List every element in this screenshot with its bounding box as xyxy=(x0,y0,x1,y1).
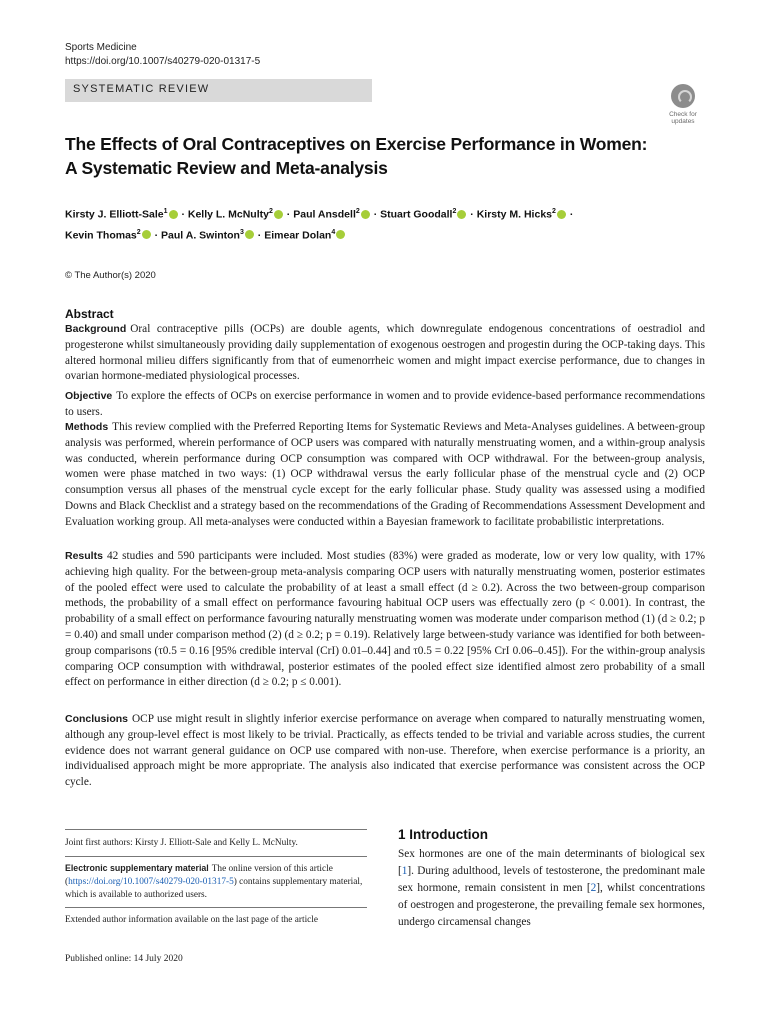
author-name[interactable]: Kelly L. McNulty xyxy=(187,208,269,221)
footnote-divider xyxy=(65,829,367,830)
orcid-icon[interactable] xyxy=(142,230,151,239)
orcid-icon[interactable] xyxy=(361,210,370,219)
article-title xyxy=(65,132,705,180)
footnote-divider xyxy=(65,907,367,908)
author-name[interactable]: Paul Ansdell xyxy=(293,208,356,221)
citation-link[interactable]: 2 xyxy=(590,882,597,894)
article-type-label: SYSTEMATIC REVIEW xyxy=(73,83,210,95)
check-for-updates-badge[interactable] xyxy=(660,84,706,125)
abstract-objective xyxy=(65,389,705,421)
affiliation-sup: 2 xyxy=(355,208,360,215)
orcid-icon[interactable] xyxy=(336,230,345,239)
orcid-icon[interactable] xyxy=(169,210,178,219)
esm-label: Electronic supplementary material xyxy=(65,863,209,873)
conclusions-text: OCP use might result in slightly inferior exercise performance on average when compared to naturally menstruating women, although any group-level effect is most likely to be trivial. Practically, as effects tended to be trivial and variable across studies, the current evidence does not warrant general guidance on OCP use compared with non-use. Therefore, when exercise performance is a priority, an individualised approach might be more appropriate. The analysis also indicated that exercise performance was consistent across the OCP cycle. xyxy=(65,713,705,789)
abstract-methods xyxy=(65,420,705,531)
abstract-heading: Abstract xyxy=(65,307,114,321)
footnote-divider xyxy=(65,856,367,857)
journal-name: Sports Medicine xyxy=(65,42,137,53)
introduction-text: Sex hormones are one of the main determinants of biological sex [1]. During adulthood, levels of testosterone, the predominant male sex hormone, remain consistent in men [2], whilst concentrations of oestrogen and progesterone, the prevailing female sex hormones, undergo circamensal changes xyxy=(398,848,705,928)
objective-label: Objective xyxy=(65,390,113,402)
methods-text: This review complied with the Preferred Reporting Items for Systematic Reviews and Meta-Analyses guidelines. A between-group analysis was performed, wherein performance of OCP users was compared with naturally menstruating women, and a within-group analysis was conducted, wherein performance during OCP consumption was compared with OCP withdrawal. For the between-group analysis, women were phase matched in two ways: (1) OCP withdrawal versus the early follicular phase of the menstrual cycle and (2) OCP consumption versus all phases of the menstrual cycle except for the early follicular phase. Study quality was assessed using a modified Downs and Black Checklist and a strategy based on the recommendations of the Grading of Recommendations Assessment Development and Evaluation working group. All meta-analyses were conducted within a Bayesian framework to facilitate probabilistic interpretations. xyxy=(65,421,706,528)
joint-first-authors-note: Joint first authors: Kirsty J. Elliott-Sale and Kelly L. McNulty. xyxy=(65,838,298,848)
affiliation-sup: 2 xyxy=(136,228,141,236)
orcid-icon[interactable] xyxy=(274,210,283,219)
results-label: Results xyxy=(65,550,103,562)
author-name[interactable]: Stuart Goodall xyxy=(380,208,453,221)
author-name[interactable]: Paul A. Swinton xyxy=(161,229,240,241)
methods-label: Methods xyxy=(65,421,109,433)
title-line-1: The Effects of Oral Contraceptives on Exercise Performance in Women: xyxy=(65,134,648,154)
extended-author-info-note: Extended author information available on the last page of the article xyxy=(65,915,318,925)
publication-date: Published online: 14 July 2020 xyxy=(65,954,183,964)
check-updates-text: Check for updates xyxy=(669,111,697,125)
author-name[interactable]: Kirsty M. Hicks xyxy=(476,208,552,221)
author-name[interactable]: Kevin Thomas xyxy=(65,229,137,241)
introduction-heading: 1 Introduction xyxy=(398,827,488,842)
affiliation-sup: 4 xyxy=(331,228,336,236)
orcid-icon[interactable] xyxy=(457,210,466,219)
affiliation-sup: 2 xyxy=(552,208,556,215)
esm-doi-link[interactable]: https://doi.org/10.1007/s40279-020-01317-5 xyxy=(68,877,234,887)
supplementary-material-note: Electronic supplementary material The online version of this article (https://doi.org/10.1007/s40279-020-01317-5) contains supplementary material, which is available to authorized users. xyxy=(65,863,363,900)
affiliation-sup: 2 xyxy=(268,208,273,215)
journal-header xyxy=(65,41,260,69)
title-line-2: A Systematic Review and Meta-analysis xyxy=(65,158,388,178)
affiliation-sup: 3 xyxy=(239,228,244,236)
author-name[interactable]: Kirsty J. Elliott-Sale xyxy=(65,208,164,221)
objective-text: To explore the effects of OCPs on exercise performance in women and to provide evidence-based performance recommendations to users. xyxy=(65,390,705,418)
abstract-conclusions xyxy=(65,712,705,791)
copyright-notice: © The Author(s) 2020 xyxy=(65,270,156,281)
affiliation-sup: 2 xyxy=(452,208,457,215)
background-label: Background xyxy=(65,323,127,335)
results-text: 42 studies and 590 participants were included. Most studies (83%) were graded as moderate, low or very low quality, with 17% achieving high quality. For the between-group meta-analysis comparing OCP users with naturally menstruating women, posterior estimates of the pooled effect were used to calculate the probability of at least a small effect (d ≥ 0.2). Across the two between-group comparison methods, the probability of a small effect on performance favouring habitual OCP users was effectually zero (p < 0.001). In contrast, the probability of a small effect on performance favouring naturally menstruating women was moderate under comparison method (1) (d ≥ 0.2; p = 0.40) and small under comparison method (2) (d ≥ 0.2; p = 0.19). Relatively large between-study variance was identified for both between-group comparisons (τ0.5 = 0.16 [95% credible interval (CrI) 0.01–0.44] and τ0.5 = 0.22 [95% CrI 0.06–0.45]). For the within-group analysis comparing OCP consumption with withdrawal, posterior estimates of the pooled effect size identified almost zero probability of a small effect on performance in either direction (d ≥ 0.2; p ≤ 0.001). xyxy=(65,550,705,689)
background-text: Oral contraceptive pills (OCPs) are double agents, which downregulate endogenous concentrations of oestradiol and progesterone whilst simultaneously providing daily supplementation of exogenous oestrogen and progestin during the OCP-taking days. This altered hormonal milieu differs significantly from that of eumenorrheic women and might impact exercise performance, due to changes in ovarian hormone-mediated physiological processes. xyxy=(65,323,705,383)
affiliation-sup: 1 xyxy=(163,208,168,215)
abstract-background xyxy=(65,322,705,385)
author-name[interactable]: Eimear Dolan xyxy=(264,229,332,241)
author-line-1: Kirsty J. Elliott-Sale$^1$ · Kelly L. McNulty$^2$ · Paul Ansdell$^2$ · Stuart Goodall$^2$ · Kirsty M. Hicks$^2$ · xyxy=(65,208,574,221)
citation-link[interactable]: 1 xyxy=(401,865,408,877)
author-line-2: Kevin Thomas$^2$ · Paul A. Swinton$^3$ · Eimear Dolan$^4$ xyxy=(65,224,705,245)
orcid-icon[interactable] xyxy=(557,210,566,219)
article-type-banner xyxy=(65,79,372,102)
author-list xyxy=(65,203,705,244)
check-updates-icon xyxy=(671,84,695,108)
conclusions-label: Conclusions xyxy=(65,713,129,725)
doi-link[interactable]: https://doi.org/10.1007/s40279-020-01317-5 xyxy=(65,56,261,67)
abstract-results xyxy=(65,549,705,691)
orcid-icon[interactable] xyxy=(245,230,254,239)
